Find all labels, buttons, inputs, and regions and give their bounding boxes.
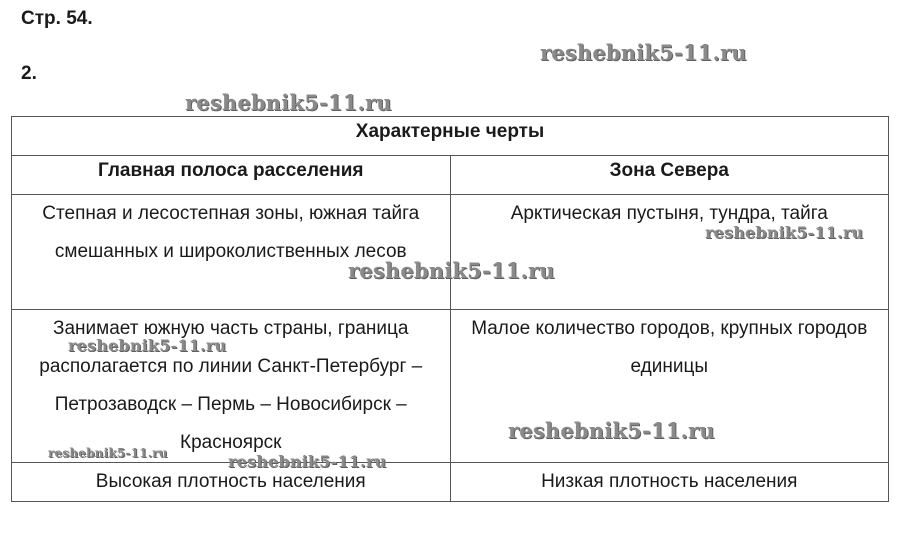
page-reference: Стр. 54. [21, 8, 93, 29]
watermark: reshebnik5-11.ru [540, 40, 747, 65]
watermark: reshebnik5-11.ru [705, 223, 864, 242]
table-title: Характерные черты [12, 117, 889, 156]
table-row [12, 195, 889, 310]
table-row [12, 310, 889, 463]
watermark: reshebnik5-11.ru [228, 452, 387, 471]
watermark: reshebnik5-11.ru [348, 258, 555, 283]
table-cell: Высокая плотность населения [12, 463, 451, 502]
watermark: reshebnik5-11.ru [185, 90, 392, 115]
table-cell: Степная и лесостепная зоны, южная тайга смешанных и широколиственных лесов [12, 195, 451, 310]
watermark: reshebnik5-11.ru [48, 446, 168, 460]
table-cell: Занимает южную часть страны, граница располагается по линии Санкт-Петербург – Петрозаводск – Пермь – Новосибирск – Красноярск [12, 310, 451, 463]
watermark: reshebnik5-11.ru [68, 336, 227, 355]
task-number: 2. [21, 63, 37, 84]
table-cell: Малое количество городов, крупных городов единицы [450, 310, 889, 463]
characteristics-table [11, 116, 889, 502]
column-header-main-belt: Главная полоса расселения [12, 156, 451, 195]
column-header-north-zone: Зона Севера [450, 156, 889, 195]
watermark: reshebnik5-11.ru [508, 418, 715, 443]
table-row [12, 463, 889, 502]
table-cell: Арктическая пустыня, тундра, тайга [450, 195, 889, 310]
table-cell: Низкая плотность населения [450, 463, 889, 502]
